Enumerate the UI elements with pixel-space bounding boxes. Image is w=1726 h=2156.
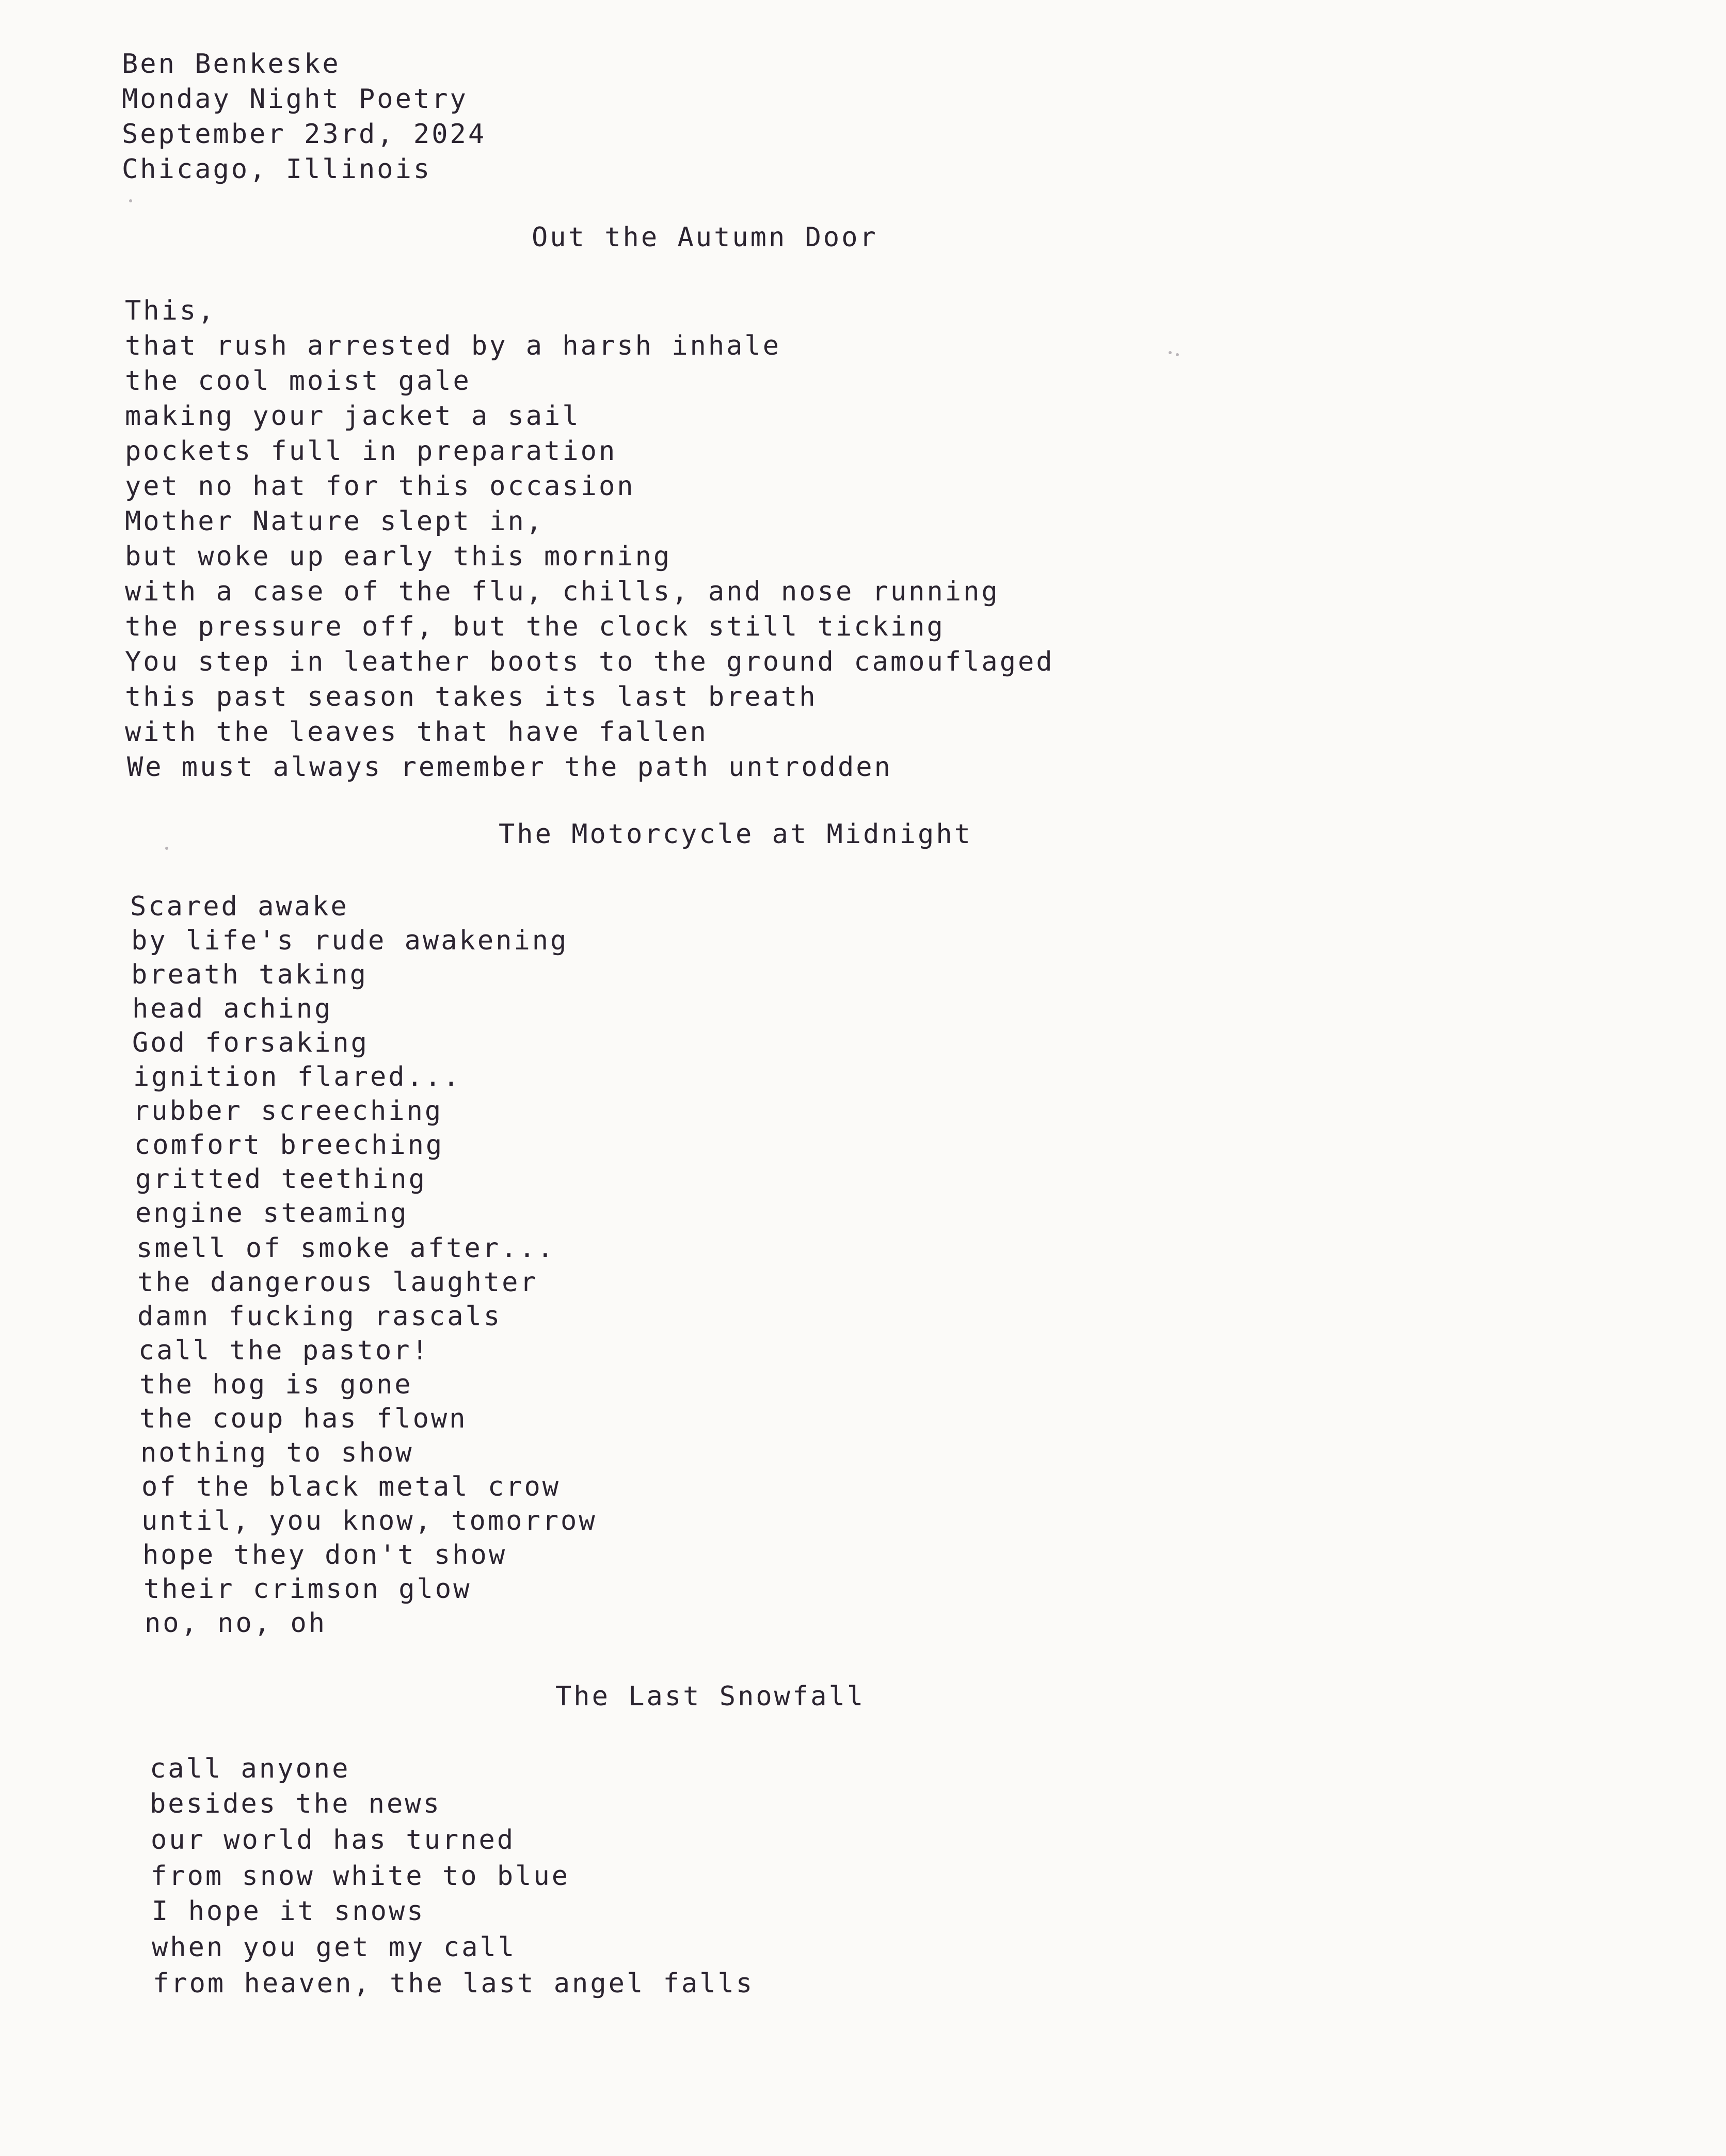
- poem-line: I hope it snows: [152, 1896, 425, 1927]
- poem-line: damn fucking rascals: [137, 1301, 502, 1332]
- poem-line: yet no hat for this occasion: [125, 471, 635, 502]
- paper-speck: [1176, 353, 1179, 356]
- poem-line: with the leaves that have fallen: [125, 717, 708, 748]
- poem-line: God forsaking: [132, 1027, 369, 1058]
- poem-line: when you get my call: [152, 1932, 517, 1963]
- poem-line: smell of smoke after...: [136, 1233, 556, 1264]
- poem-line: hope they don't show: [142, 1540, 507, 1571]
- poem-line: but woke up early this morning: [125, 541, 672, 572]
- date-line: September 23rd, 2024: [122, 119, 487, 150]
- event-line: Monday Night Poetry: [122, 84, 468, 115]
- poem-line: the coup has flown: [139, 1403, 468, 1434]
- poem-line: of the black metal crow: [141, 1471, 561, 1502]
- paper-speck: [165, 847, 168, 850]
- poem-line: no, no, oh: [145, 1608, 327, 1639]
- poem-line: comfort breeching: [134, 1130, 444, 1161]
- poem-line: ignition flared...: [133, 1061, 461, 1092]
- poem-line: gritted teething: [135, 1164, 427, 1195]
- author-line: Ben Benkeske: [122, 49, 341, 80]
- paper-speck: [1169, 351, 1172, 354]
- poem-line: engine steaming: [135, 1198, 409, 1229]
- poem-line: this past season takes its last breath: [125, 681, 818, 712]
- poem-line: rubber screeching: [133, 1096, 443, 1127]
- poem-line: head aching: [132, 993, 333, 1024]
- poem-line: You step in leather boots to the ground camouflaged: [125, 646, 1054, 677]
- poem-line: the dangerous laughter: [137, 1267, 538, 1298]
- poem-line: by life's rude awakening: [131, 925, 569, 956]
- poem-line: the cool moist gale: [125, 366, 471, 397]
- poem-line: We must always remember the path untrodden: [127, 752, 892, 783]
- poem-title: The Last Snowfall: [555, 1681, 866, 1712]
- poem-line: Scared awake: [130, 891, 349, 922]
- poem-line: pockets full in preparation: [125, 436, 617, 467]
- poem-line: This,: [125, 295, 216, 326]
- poem-line: from snow white to blue: [151, 1861, 570, 1892]
- location-line: Chicago, Illinois: [122, 154, 432, 185]
- poem-line: with a case of the flu, chills, and nose running: [125, 576, 1000, 607]
- poem-line: call anyone: [150, 1753, 350, 1784]
- poem-title: Out the Autumn Door: [532, 222, 878, 253]
- poem-title: The Motorcycle at Midnight: [499, 819, 972, 850]
- poem-line: nothing to show: [140, 1437, 414, 1468]
- poem-line: our world has turned: [151, 1825, 516, 1856]
- poem-line: call the pastor!: [138, 1335, 430, 1366]
- poem-line: Mother Nature slept in,: [125, 506, 545, 537]
- paper-speck: [129, 199, 132, 202]
- poem-line: that rush arrested by a harsh inhale: [125, 330, 781, 361]
- poem-line: from heaven, the last angel falls: [153, 1968, 755, 1999]
- poem-line: making your jacket a sail: [125, 401, 581, 432]
- poem-line: breath taking: [131, 959, 368, 990]
- poem-line: besides the news: [150, 1788, 441, 1819]
- poem-line: their crimson glow: [143, 1574, 472, 1605]
- poem-line: the pressure off, but the clock still ticking: [125, 611, 945, 642]
- poem-line: until, you know, tomorrow: [141, 1505, 597, 1536]
- poem-line: the hog is gone: [139, 1369, 413, 1400]
